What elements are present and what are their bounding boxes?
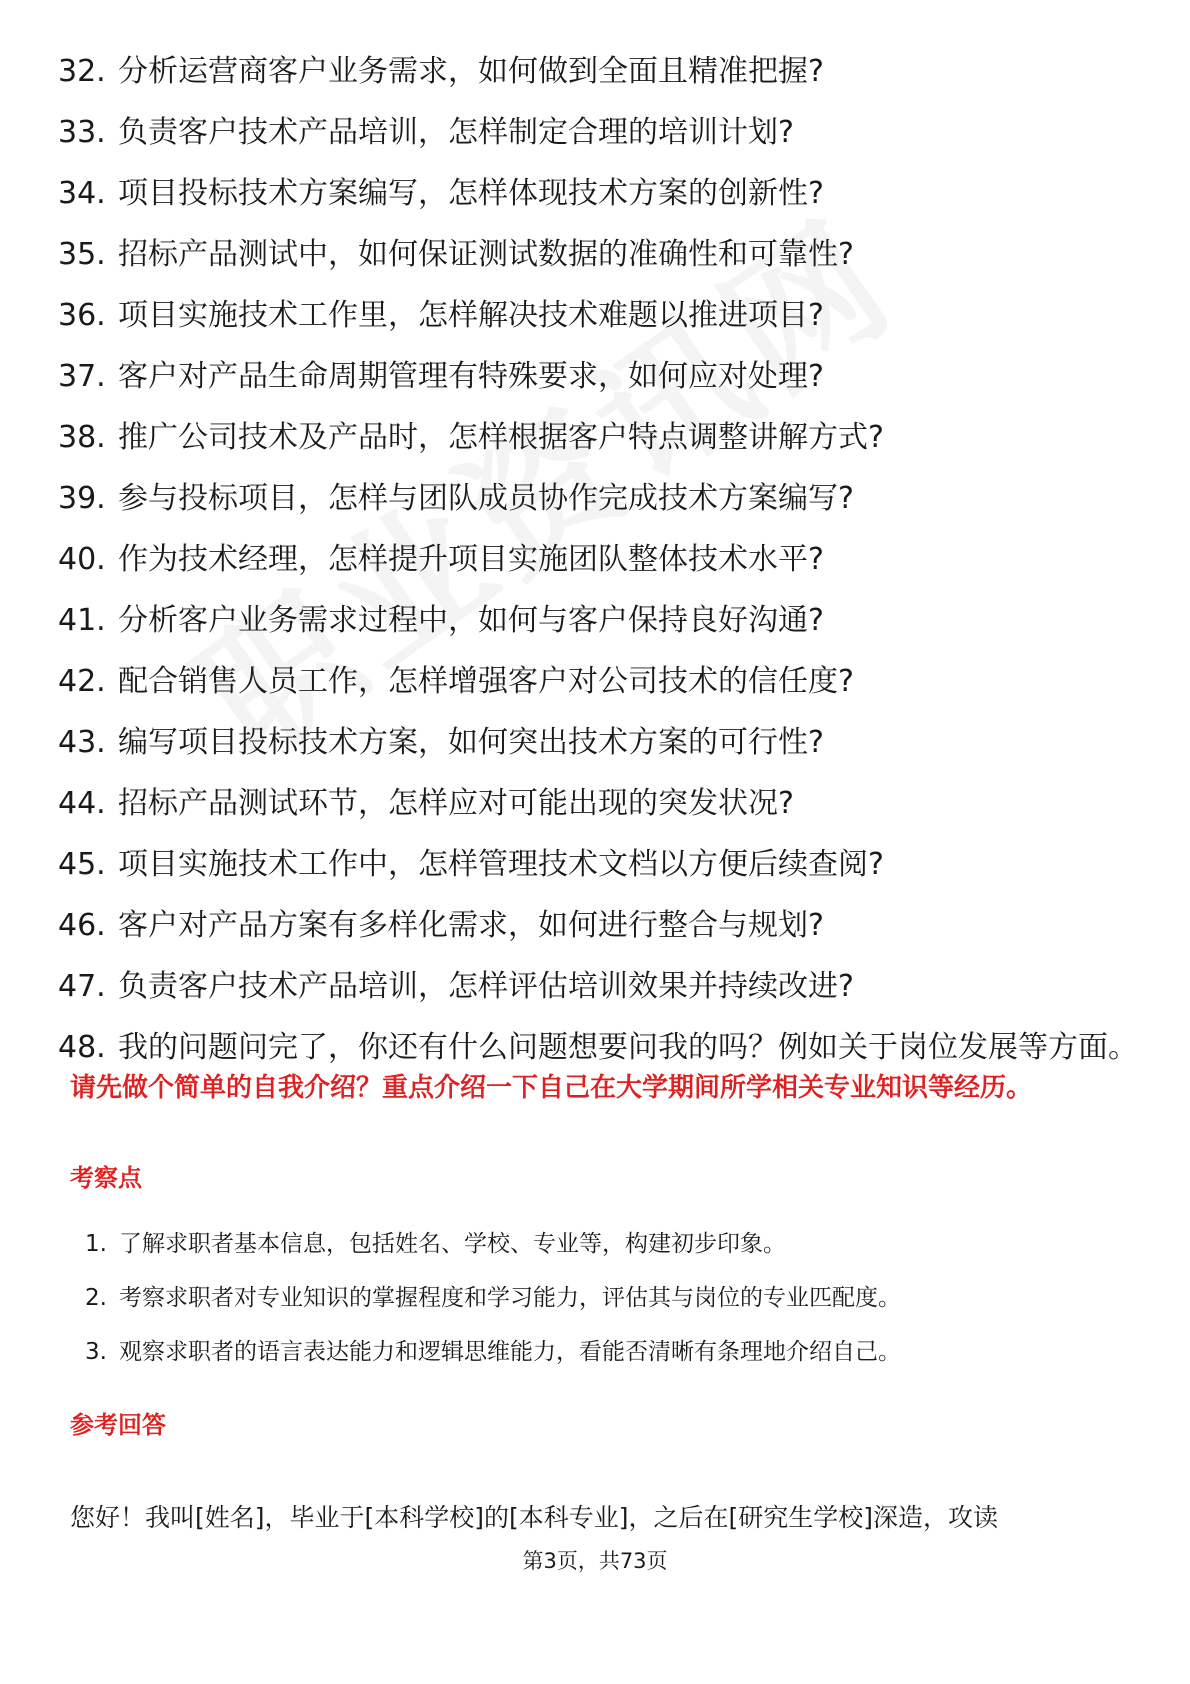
question-number: 37. — [58, 359, 106, 394]
question-item — [58, 662, 1138, 702]
question-number: 42. — [58, 664, 106, 699]
question-number: 39. — [58, 481, 106, 516]
question-number: 43. — [58, 725, 106, 760]
question-text: 参与投标项目，怎样与团队成员协作完成技术方案编写? — [118, 481, 854, 516]
page-footer: 第3页，共73页 — [522, 1549, 668, 1573]
question-number: 32. — [58, 54, 106, 89]
question-text: 项目实施技术工作中，怎样管理技术文档以方便后续查阅? — [118, 847, 884, 882]
question-text: 推广公司技术及产品时，怎样根据客户特点调整讲解方式? — [118, 420, 884, 455]
point-text: 观察求职者的语言表达能力和逻辑思维能力，看能否清晰有条理地介绍自己。 — [119, 1339, 901, 1365]
question-item — [58, 52, 1138, 92]
point-item — [85, 1228, 1125, 1260]
question-item — [58, 906, 1138, 946]
answer-text: 您好！我叫[姓名]，毕业于[本科学校]的[本科专业]，之后在[研究生学校]深造，攻读 — [70, 1503, 999, 1532]
point-number: 3. — [85, 1339, 107, 1365]
question-text: 我的问题问完了，你还有什么问题想要问我的吗？例如关于岗位发展等方面。 — [118, 1030, 1138, 1065]
question-text: 作为技术经理，怎样提升项目实施团队整体技术水平? — [118, 542, 824, 577]
question-number: 48. — [58, 1030, 106, 1065]
point-text: 了解求职者基本信息，包括姓名、学校、专业等，构建初步印象。 — [119, 1231, 786, 1257]
question-number: 46. — [58, 908, 106, 943]
question-text: 项目实施技术工作里，怎样解决技术难题以推进项目? — [118, 298, 824, 333]
question-text: 招标产品测试环节，怎样应对可能出现的突发状况? — [118, 786, 794, 821]
question-number: 41. — [58, 603, 106, 638]
answer-label: 参考回答 — [70, 1411, 166, 1439]
question-number: 45. — [58, 847, 106, 882]
question-item — [58, 357, 1138, 397]
question-number: 38. — [58, 420, 106, 455]
question-number: 36. — [58, 298, 106, 333]
point-number: 2. — [85, 1285, 107, 1311]
question-text: 招标产品测试中，如何保证测试数据的准确性和可靠性? — [118, 237, 854, 272]
question-number: 40. — [58, 542, 106, 577]
question-list — [58, 52, 1138, 1089]
points-list — [85, 1228, 1125, 1390]
question-item — [58, 601, 1138, 641]
question-item — [58, 479, 1138, 519]
question-number: 35. — [58, 237, 106, 272]
point-item — [85, 1336, 1125, 1368]
question-number: 33. — [58, 115, 106, 150]
question-text: 负责客户技术产品培训，怎样制定合理的培训计划? — [118, 115, 794, 150]
question-text: 客户对产品生命周期管理有特殊要求，如何应对处理? — [118, 359, 824, 394]
question-number: 47. — [58, 969, 106, 1004]
question-item — [58, 540, 1138, 580]
question-item — [58, 113, 1138, 153]
question-text: 分析运营商客户业务需求，如何做到全面且精准把握? — [118, 54, 824, 89]
question-item — [58, 723, 1138, 763]
question-number: 34. — [58, 176, 106, 211]
question-item — [58, 418, 1138, 458]
question-text: 配合销售人员工作，怎样增强客户对公司技术的信任度? — [118, 664, 854, 699]
question-item — [58, 1028, 1138, 1068]
question-item — [58, 845, 1138, 885]
question-text: 负责客户技术产品培训，怎样评估培训效果并持续改进? — [118, 969, 854, 1004]
section-question-heading: 请先做个简单的自我介绍？重点介绍一下自己在大学期间所学相关专业知识等经历。 — [70, 1073, 1033, 1103]
question-item — [58, 967, 1138, 1007]
points-label: 考察点 — [70, 1164, 142, 1192]
question-text: 编写项目投标技术方案，如何突出技术方案的可行性? — [118, 725, 824, 760]
question-text: 项目投标技术方案编写，怎样体现技术方案的创新性? — [118, 176, 824, 211]
question-text: 客户对产品方案有多样化需求，如何进行整合与规划? — [118, 908, 824, 943]
question-text: 分析客户业务需求过程中，如何与客户保持良好沟通? — [118, 603, 824, 638]
question-item — [58, 235, 1138, 275]
point-item — [85, 1282, 1125, 1314]
question-item — [58, 296, 1138, 336]
point-text: 考察求职者对专业知识的掌握程度和学习能力，评估其与岗位的专业匹配度。 — [119, 1285, 901, 1311]
point-number: 1. — [85, 1231, 107, 1257]
question-item — [58, 174, 1138, 214]
question-item — [58, 784, 1138, 824]
question-number: 44. — [58, 786, 106, 821]
